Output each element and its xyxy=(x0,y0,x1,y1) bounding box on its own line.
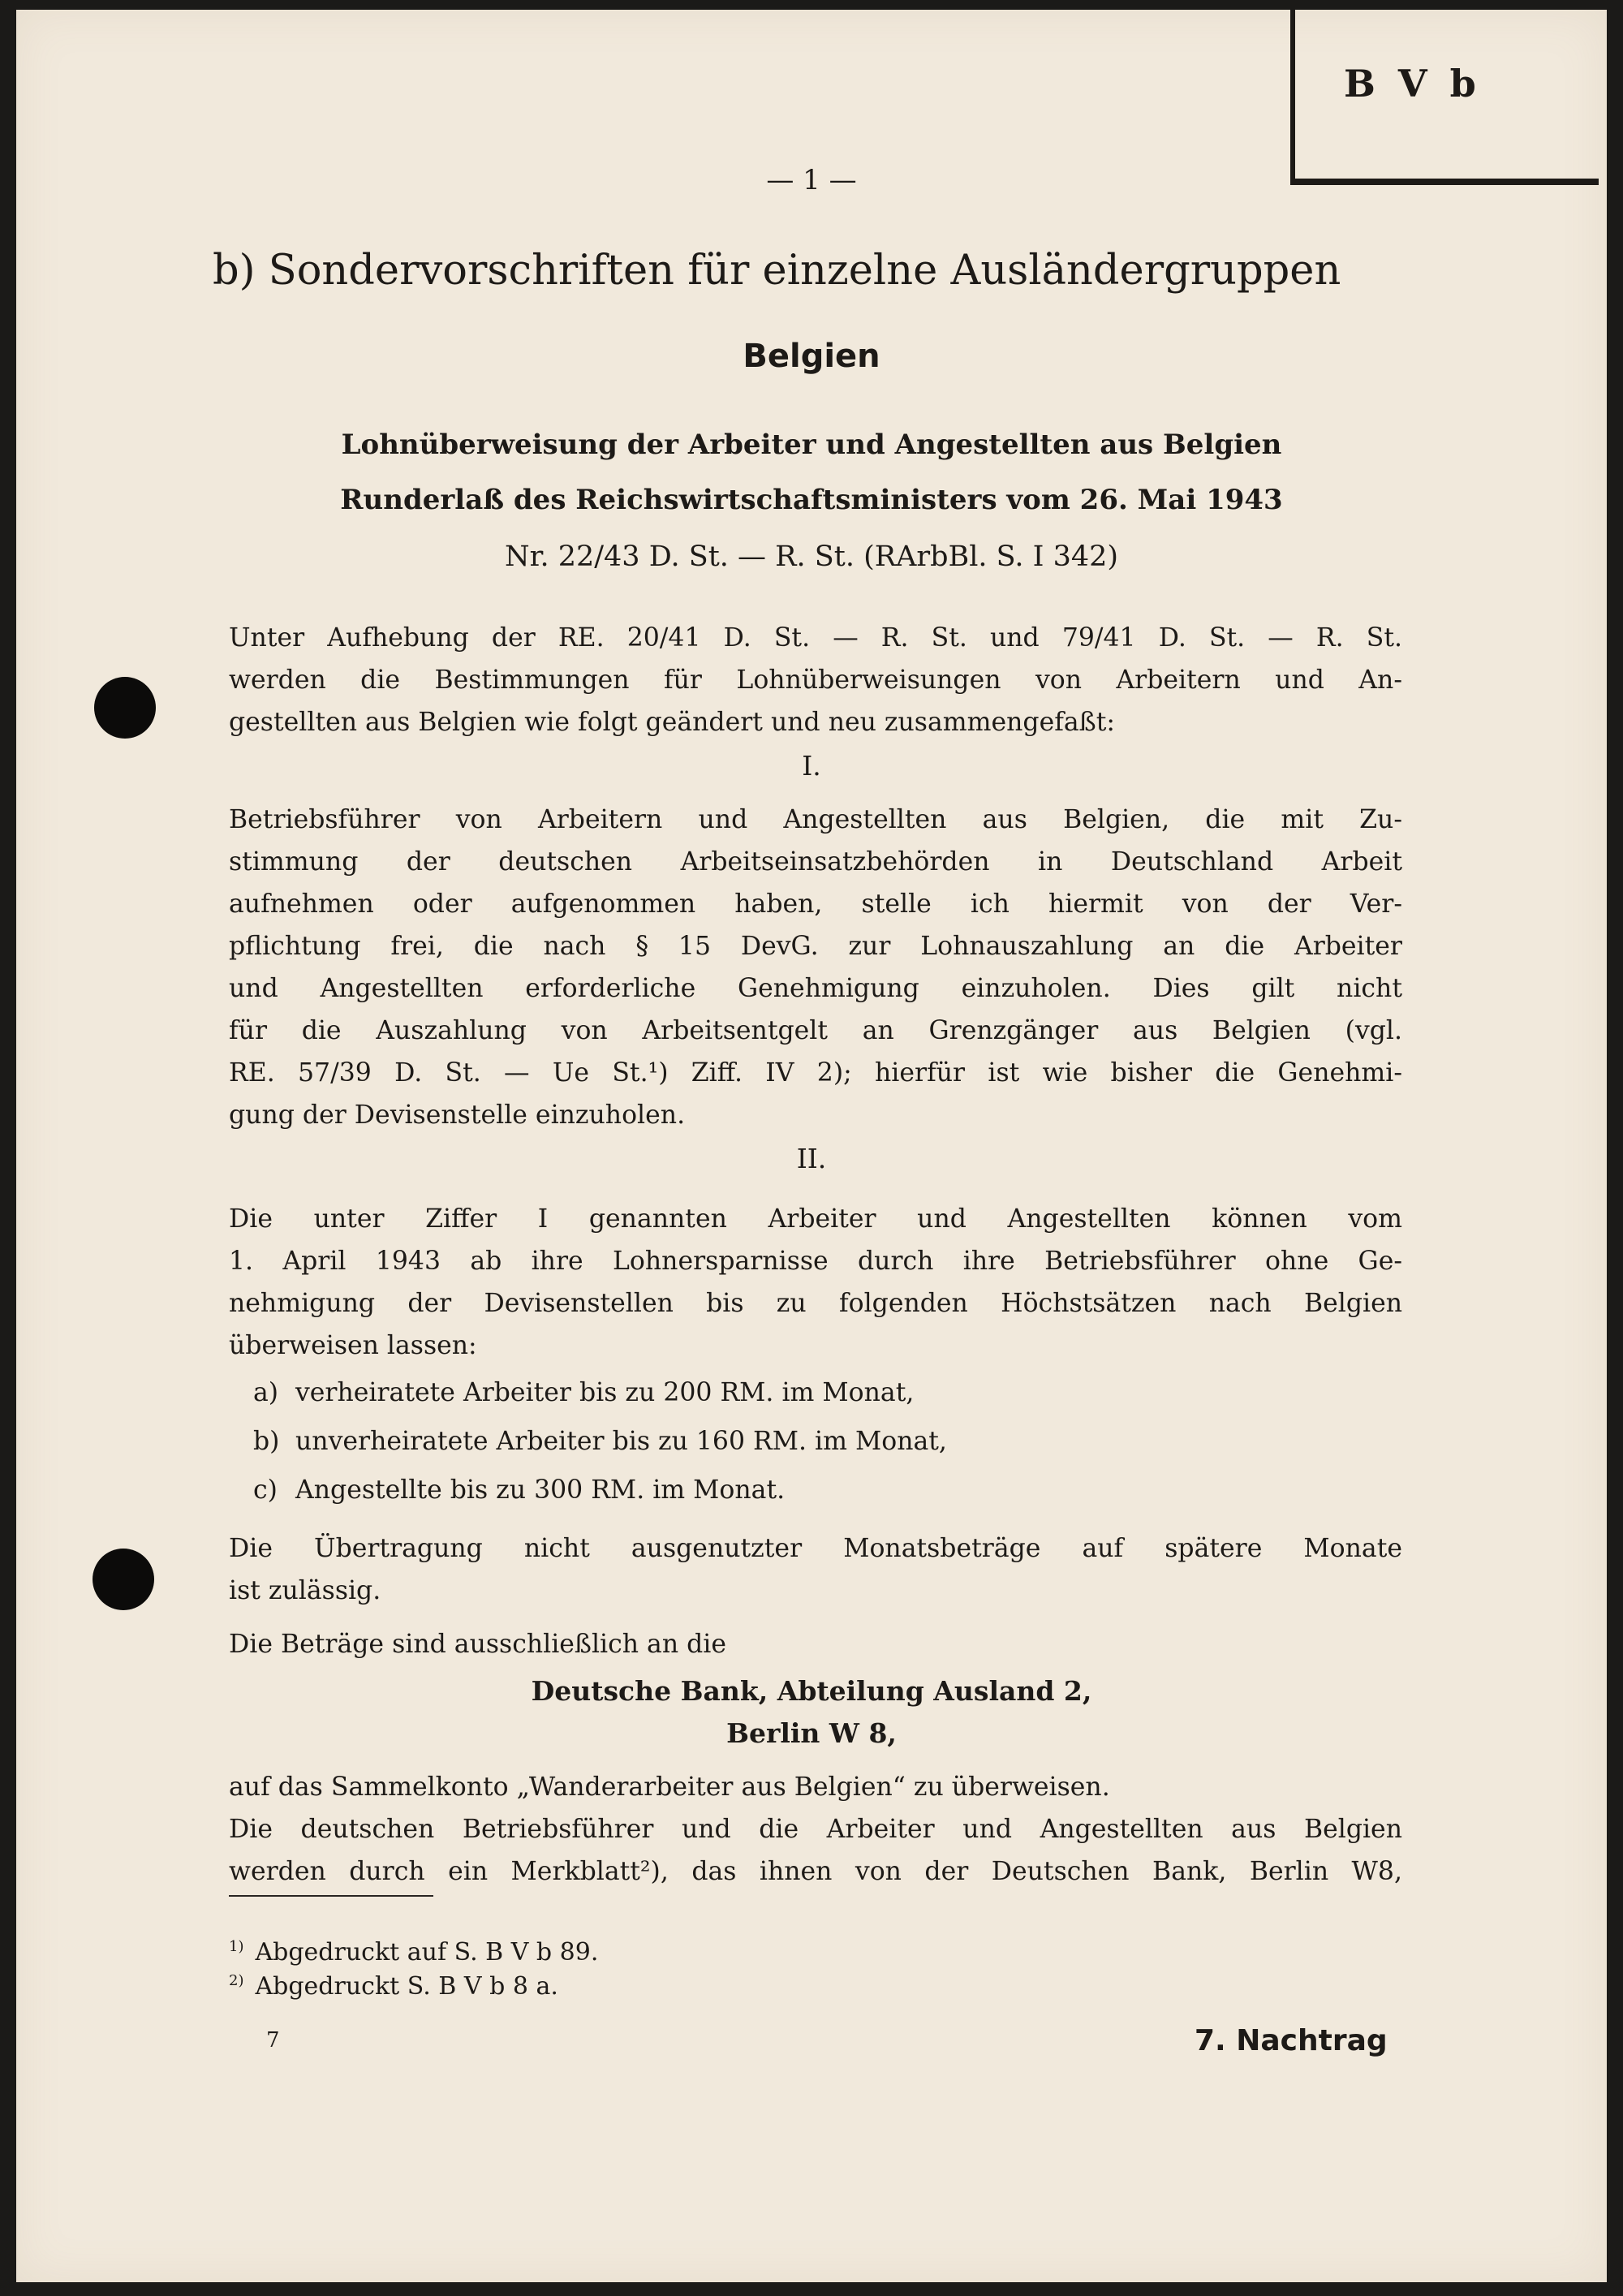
list-item xyxy=(253,1368,1227,1417)
list-item xyxy=(253,1417,1227,1466)
list-text: verheiratete Arbeiter bis zu 200 RM. im Monat, xyxy=(295,1378,915,1407)
text-line: für die Auszahlung von Arbeitsentgelt an Grenzgänger aus Belgien (vgl. xyxy=(229,1016,1402,1045)
punch-hole xyxy=(93,1549,154,1610)
list-item xyxy=(253,1466,1227,1514)
footnote-divider xyxy=(229,1895,433,1897)
section-number-2: II. xyxy=(796,1143,827,1174)
section-number-1: I. xyxy=(802,750,821,782)
classification-label: B V b xyxy=(1344,62,1481,106)
text-line: Die Übertragung nicht ausgenutzter Monatsbeträge auf spätere Monate xyxy=(229,1534,1402,1563)
text-line: Die unter Ziffer I genannten Arbeiter und Angestellten können vom xyxy=(229,1204,1402,1234)
rate-list xyxy=(253,1368,1227,1514)
text-line: 1. April 1943 ab ihre Lohnersparnisse durch ihre Betriebsführer ohne Ge- xyxy=(229,1247,1402,1276)
bank-name: Deutsche Bank, Abteilung Ausland 2, xyxy=(531,1675,1092,1707)
section-1-paragraph xyxy=(229,799,1402,1136)
footnote-text: Abgedruckt auf S. B V b 89. xyxy=(255,1938,599,1966)
document-page xyxy=(16,10,1607,2282)
text-line: gestellten aus Belgien wie folgt geändert und neu zusammengefaßt: xyxy=(229,708,1115,737)
text-line: aufnehmen oder aufgenommen haben, stelle ich hiermit von der Ver- xyxy=(229,890,1402,919)
text-line: werden durch ein Merkblatt²), das ihnen von der Deutschen Bank, Berlin W8, xyxy=(229,1857,1402,1886)
classification-box xyxy=(1290,10,1599,185)
text-line: Betriebsführer von Arbeitern und Angestellten aus Belgien, die mit Zu- xyxy=(229,805,1402,834)
footnote-mark: 2) xyxy=(229,1972,244,1989)
list-marker: b) xyxy=(253,1427,280,1456)
text-line: Die deutschen Betriebsführer und die Arbeiter und Angestellten aus Belgien xyxy=(229,1815,1402,1844)
section-2-paragraph xyxy=(229,1198,1402,1367)
intro-paragraph xyxy=(229,617,1402,743)
payment-paragraph xyxy=(229,1623,1402,1665)
text-line: RE. 57/39 D. St. — Ue St.¹) Ziff. IV 2); hierfür ist wie bisher die Genehmi- xyxy=(229,1058,1402,1088)
text-line: überweisen lassen: xyxy=(229,1331,477,1360)
text-line: pflichtung frei, die nach § 15 DevG. zur Lohnauszahlung an die Arbeiter xyxy=(229,932,1402,961)
text-line: Unter Aufhebung der RE. 20/41 D. St. — R. St. und 79/41 D. St. — R. St. xyxy=(229,623,1402,653)
bank-location: Berlin W 8, xyxy=(726,1717,897,1749)
supplement-label: 7. Nachtrag xyxy=(1195,2024,1388,2057)
text-line: stimmung der deutschen Arbeitseinsatzbehörden in Deutschland Arbeit xyxy=(229,847,1402,877)
list-text: Angestellte bis zu 300 RM. im Monat. xyxy=(295,1475,786,1505)
country-heading: Belgien xyxy=(743,338,880,375)
list-marker: a) xyxy=(253,1378,279,1407)
closing-paragraph xyxy=(229,1766,1402,1893)
text-line: Die Beträge sind ausschließlich an die xyxy=(229,1630,727,1659)
list-text: unverheiratete Arbeiter bis zu 160 RM. im Monat, xyxy=(295,1427,947,1456)
list-marker: c) xyxy=(253,1475,278,1505)
text-line: und Angestellten erforderliche Genehmigung einzuholen. Dies gilt nicht xyxy=(229,974,1402,1003)
punch-hole xyxy=(94,677,156,739)
footnote-text: Abgedruckt S. B V b 8 a. xyxy=(255,1972,558,2001)
footnote xyxy=(229,1970,598,2004)
decree-reference: Nr. 22/43 D. St. — R. St. (RArbBl. S. I 342) xyxy=(504,541,1119,573)
decree-subtitle: Runderlaß des Reichswirtschaftsministers vom 26. Mai 1943 xyxy=(340,484,1283,516)
text-line: nehmigung der Devisenstellen bis zu folgenden Höchstsätzen nach Belgien xyxy=(229,1289,1402,1318)
sheet-number: 7 xyxy=(266,2028,280,2053)
text-line: gung der Devisenstelle einzuholen. xyxy=(229,1101,686,1130)
text-line: werden die Bestimmungen für Lohnüberweisungen von Arbeitern und An- xyxy=(229,666,1402,695)
section-title: b) Sondervorschriften für einzelne Ausländergruppen xyxy=(213,247,1341,295)
text-line: ist zulässig. xyxy=(229,1576,381,1605)
footnote-mark: 1) xyxy=(229,1938,244,1955)
text-line: auf das Sammelkonto „Wanderarbeiter aus Belgien“ zu überweisen. xyxy=(229,1773,1110,1802)
decree-title: Lohnüberweisung der Arbeiter und Angestellten aus Belgien xyxy=(341,429,1282,461)
footnotes xyxy=(229,1936,598,2004)
footnote xyxy=(229,1936,598,1970)
page-number: — 1 — xyxy=(766,164,857,196)
transfer-paragraph xyxy=(229,1527,1402,1612)
